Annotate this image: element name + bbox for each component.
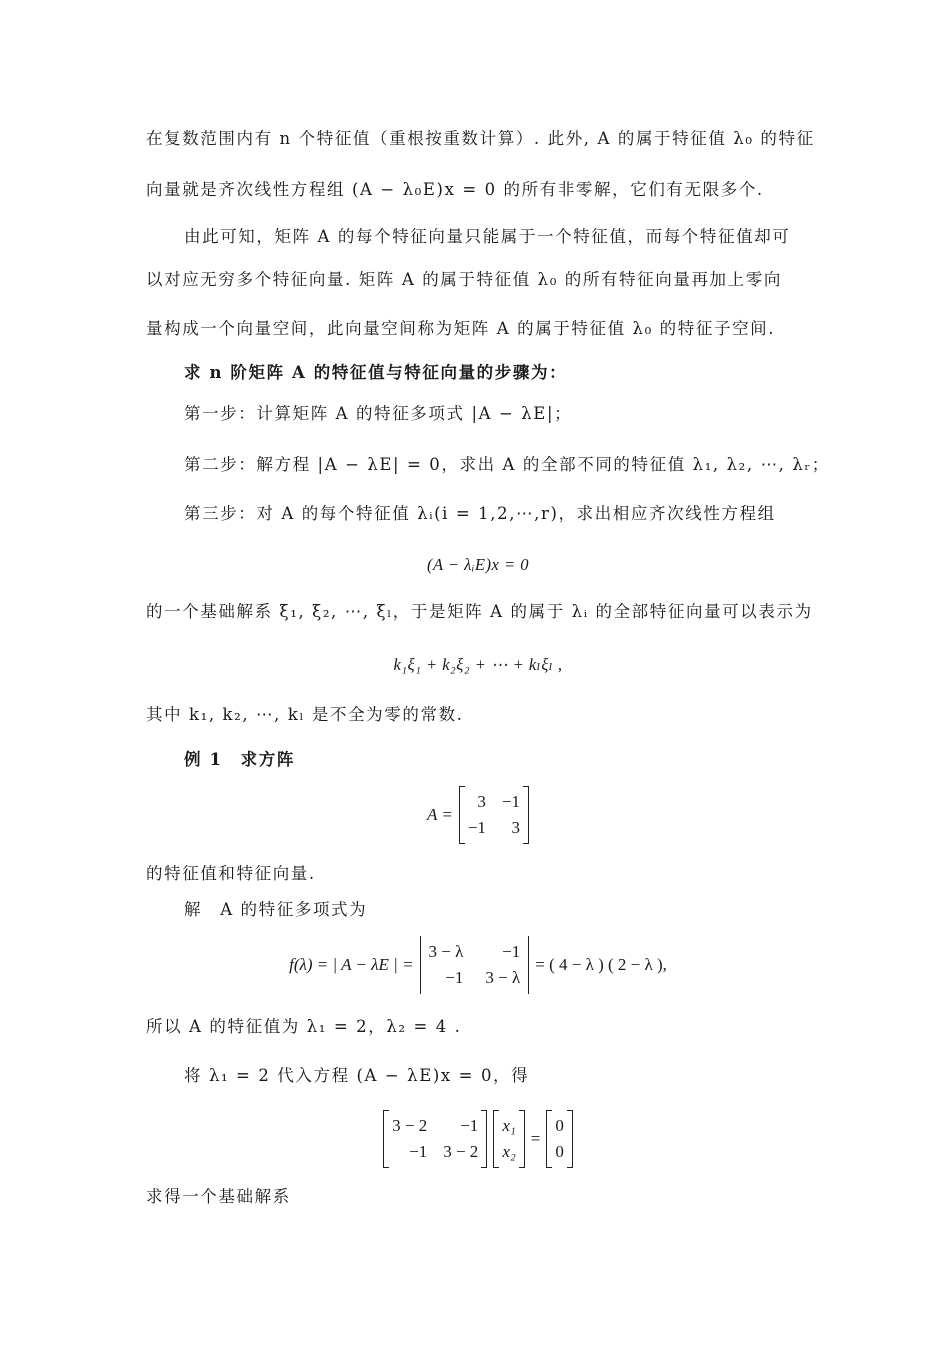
paragraph-line: 求得一个基础解系 <box>146 1187 291 1206</box>
equals-sign: = <box>530 1129 541 1148</box>
determinant <box>420 936 530 994</box>
general-solution-formula: k₁ξ₁ + k₂ξ₂ + ⋯ + kₗξₗ , <box>393 655 563 674</box>
paragraph-line: 其中 k₁, k₂, ⋯, kₗ 是不全为零的常数. <box>146 705 464 724</box>
matrix-a <box>459 786 529 844</box>
charpoly-suffix: = ( 4 − λ ) ( 2 − λ ), <box>535 955 667 974</box>
matrix-cell: −1 <box>502 942 521 961</box>
matrix-cell: −1 <box>460 1116 479 1135</box>
example-title: 例 1 求方阵 <box>184 750 295 769</box>
matrix-a-prefix: A = <box>427 805 453 824</box>
matrix-cell: 3 <box>511 818 520 837</box>
matrix-cell: 3 <box>477 792 486 811</box>
paragraph-line: 在复数范围内有 n 个特征值（重根按重数计算）. 此外, A 的属于特征值 λ₀ 的特征 <box>146 129 815 148</box>
paragraph-line: 由此可知，矩阵 A 的每个特征向量只能属于一个特征值，而每个特征值却可 <box>184 227 791 246</box>
matrix-cell: 3 − 2 <box>392 1116 428 1135</box>
matrix-cell: −1 <box>445 968 464 987</box>
paragraph-line: 的特征值和特征向量. <box>146 864 316 883</box>
eigenvalues-line: 所以 A 的特征值为 λ₁ = 2，λ₂ = 4 . <box>146 1017 462 1036</box>
paragraph-line: 向量就是齐次线性方程组 (A − λ₀E)x = 0 的所有非零解，它们有无限多个. <box>146 180 764 199</box>
substitute-line: 将 λ₁ = 2 代入方程 (A − λE)x = 0，得 <box>184 1066 530 1085</box>
matrix-cell: x₁ <box>502 1116 516 1135</box>
matrix-a-equation <box>146 786 810 844</box>
coefficient-matrix <box>383 1110 487 1168</box>
matrix-cell: −1 <box>467 818 486 837</box>
characteristic-polynomial <box>146 936 810 994</box>
step-two: 第二步：解方程 |A − λE| = 0，求出 A 的全部不同的特征值 λ₁, λ₂, ⋯, λᵣ； <box>184 455 830 474</box>
matrix-cell: 3 − 2 <box>443 1142 479 1161</box>
matrix-cell: −1 <box>501 792 520 811</box>
matrix-cell: 3 − λ <box>485 968 521 987</box>
charpoly-prefix: f(λ) = | A − λE | = <box>289 955 414 974</box>
homogeneous-equation: (A − λᵢE)x = 0 <box>427 555 529 574</box>
zero-vector <box>546 1110 573 1168</box>
solution-label: 解 A 的特征多项式为 <box>184 900 368 919</box>
matrix-cell: −1 <box>409 1142 428 1161</box>
paragraph-line: 以对应无穷多个特征向量. 矩阵 A 的属于特征值 λ₀ 的所有特征向量再加上零向 <box>146 270 782 289</box>
steps-heading: 求 n 阶矩阵 A 的特征值与特征向量的步骤为： <box>184 363 568 382</box>
matrix-cell: 3 − λ <box>428 942 464 961</box>
paragraph-line: 的一个基础解系 ξ₁, ξ₂, ⋯, ξₗ，于是矩阵 A 的属于 λᵢ 的全部特征向量可以表示为 <box>146 602 813 621</box>
step-three: 第三步：对 A 的每个特征值 λᵢ(i = 1,2,⋯,r)，求出相应齐次线性方程组 <box>184 504 776 523</box>
matrix-cell: 0 <box>555 1142 564 1161</box>
variable-vector <box>493 1110 524 1168</box>
paragraph-line: 量构成一个向量空间，此向量空间称为矩阵 A 的属于特征值 λ₀ 的特征子空间. <box>146 319 776 338</box>
matrix-cell: 0 <box>555 1116 564 1135</box>
matrix-cell: x₂ <box>502 1142 516 1161</box>
linear-system <box>146 1110 810 1168</box>
step-one: 第一步：计算矩阵 A 的特征多项式 |A − λE|； <box>184 404 573 423</box>
